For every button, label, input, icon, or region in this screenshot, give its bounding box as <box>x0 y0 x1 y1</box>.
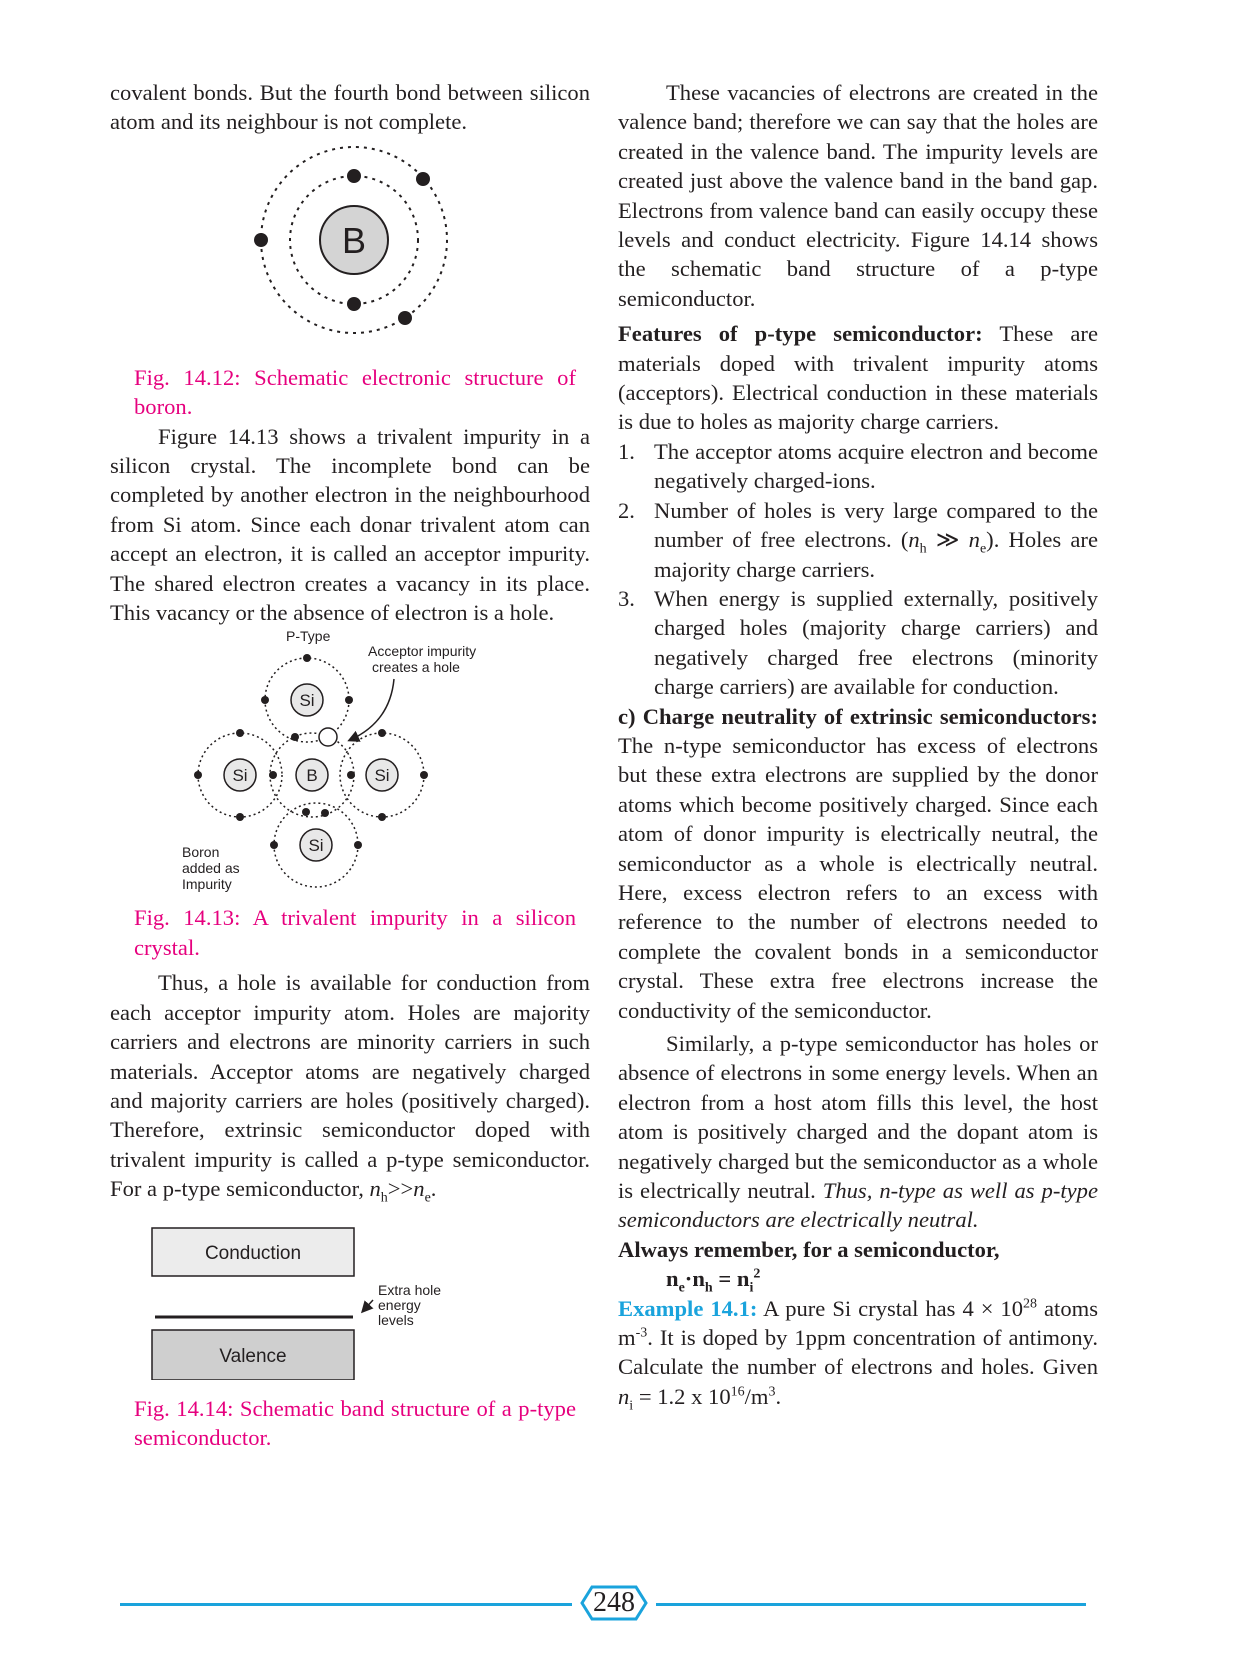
page-number-text: 248 <box>593 1587 635 1618</box>
list-item: 3. When energy is supplied externally, positively charged holes (majority charge carriers) and negatively charged free electrons (minority charge carriers) are available for conduction. <box>618 585 1098 700</box>
conduction-band-label: Conduction <box>204 1242 302 1264</box>
right-paragraph-2: Similarly, a p-type semiconductor has holes or absence of electrons in some energy levels. When an electron from a host atom fills this level, the host atom is positively charged and the dopant atom is negatively charged but the semiconductor as a whole is electrically neutral. Thus, n-type as well as p-type semiconductors are electrically neutral. <box>618 1031 1098 1233</box>
boron-nucleus-label: B <box>341 219 367 261</box>
left-paragraph-1: covalent bonds. But the fourth bond between silicon atom and its neighbour is not complete. <box>110 80 590 135</box>
list-item: 1. The acceptor atoms acquire electron and become negatively charged-ions. <box>618 438 1098 494</box>
outer-electron <box>398 311 412 325</box>
inner-electron <box>347 169 361 183</box>
si-atom-right: Si <box>374 766 390 786</box>
left-paragraph-3: Thus, a hole is available for conduction from each acceptor impurity atom. Holes are majority carriers and electrons are minority carriers in such materials. Acceptor atoms are negatively charged and majority carriers are holes (positively charged). Therefore, extrinsic semiconductor doped with trivalent impurity is called a p-type semiconductor. For a p-type semiconductor, $n_h>>n_e$. <box>110 970 590 1206</box>
extra-hole-line-2: energy <box>378 1296 421 1313</box>
figure-14-13-caption: Fig. 14.13: A trivalent impurity in a silicon crystal. <box>134 905 576 960</box>
si-atom-bottom: Si <box>308 836 324 856</box>
features-list <box>618 437 1098 702</box>
footer-rule-right <box>656 1603 1086 1606</box>
left-paragraph-2: Figure 14.13 shows a trivalent impurity in a silicon crystal. The incomplete bond can be completed by another electron in the neighbourhood from Si atom. Since each donar trivalent atom can accept an electron, it is called an acceptor impurity. The shared electron creates a vacancy in its place. This vacancy or the absence of electron is a hole. <box>110 423 590 626</box>
outer-electron <box>416 172 430 186</box>
extra-hole-line-3: levels <box>378 1311 414 1328</box>
si-atom-left: Si <box>232 766 248 786</box>
boron-atom: B <box>306 766 318 786</box>
charge-neutrality-heading: c) Charge neutrality of extrinsic semiconductors: <box>618 703 1098 729</box>
outer-electron <box>254 233 268 247</box>
p-type-label: P-Type <box>286 628 331 645</box>
extra-hole-arrow <box>363 1300 373 1311</box>
list-item: 2. Number of holes is very large compared to the number of free electrons. ($n_h$ ≫ $n_e$). Holes are majority charge carriers. <box>618 497 1098 582</box>
page-number <box>578 1584 650 1622</box>
boron-note-line-1: Boron <box>182 844 220 861</box>
charge-neutrality-paragraph: c) Charge neutrality of extrinsic semiconductors: The n-type semiconductor has excess of electrons but these extra electrons are supplied by the donor atoms which become positively charged. Since each atom of donor impurity is electrically neutral, the semiconductor as a whole is electrically neutral. Here, excess electron refers to an excess with reference to the number of electrons needed to complete the covalent bonds in a semiconductor crystal. These extra free electrons increase the conductivity of the semiconductor. <box>618 703 1098 1023</box>
features-paragraph: Features of p-type semiconductor: These are materials doped with trivalent impurity atoms (acceptors). Electrical conduction in these materials is due to holes as majority charge carriers. <box>618 321 1098 435</box>
extra-hole-line-1: Extra hole <box>378 1281 442 1298</box>
hole-pointer-arrow <box>350 679 394 740</box>
right-column <box>618 78 1098 1414</box>
remember-line: Always remember, for a semiconductor, <box>618 1236 1000 1262</box>
right-paragraph-1: These vacancies of electrons are created in the valence band; therefore we can say that the holes are created in the valence band. The impurity levels are created just above the valence band in the band gap. Electrons from valence band can easily occupy these levels and conduct electricity. Figure 14.14 shows the schematic band structure of a p-type semiconductor. <box>618 80 1098 311</box>
si-atom-top: Si <box>299 691 315 711</box>
boron-note-line-2: added as <box>182 860 240 877</box>
example-label: Example 14.1: <box>618 1295 758 1321</box>
carrier-equation: $n_e\cdot n_h = n_i^2$ <box>666 1266 761 1296</box>
footer-rule-left <box>120 1603 572 1606</box>
acceptor-note-line-1: Acceptor impurity <box>368 643 477 660</box>
features-heading: Features of p-type semiconductor: <box>618 321 983 347</box>
inner-electron <box>347 297 361 311</box>
figure-14-12-caption: Fig. 14.12: Schematic electronic structure of boron. <box>134 364 576 420</box>
boron-electronic-structure-figure <box>110 137 590 363</box>
left-column <box>110 78 590 1452</box>
boron-note-line-3: Impurity <box>182 876 232 893</box>
figure-14-14-caption: Fig. 14.14: Schematic band structure of a p-type semiconductor. <box>134 1395 576 1450</box>
p-type-silicon-lattice-figure <box>110 627 590 903</box>
p-type-band-structure-figure <box>110 1204 590 1380</box>
example-14-1: Example 14.1: A pure Si crystal has $4 \times 10^{28}$ atoms $m^{-3}$. It is doped by 1ppm concentration of antimony. Calculate the number of electrons and holes. Given $n_i = 1.2$ x $10^{16}/m^3$. <box>618 1295 1098 1414</box>
valence-band-label: Valence <box>219 1345 287 1367</box>
hole <box>319 728 337 746</box>
acceptor-note-line-2: creates a hole <box>372 659 460 676</box>
